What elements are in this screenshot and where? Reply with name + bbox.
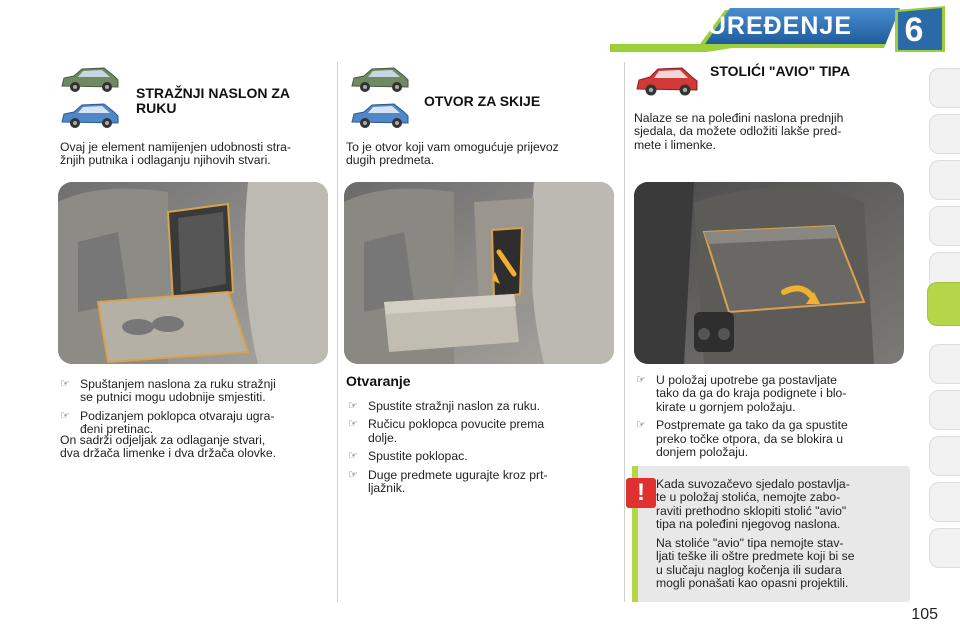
- chapter-tab[interactable]: [929, 68, 960, 108]
- list-item: ☞ Postpremate ga tako da ga spustite preko točke otpora, da se blokira u donjem položaju.: [636, 418, 848, 460]
- armrest-photo: [58, 182, 328, 364]
- list-item: ☞ Spuštanjem naslona za ruku stražnji se putnici mogu udobnije smjestiti.: [60, 377, 276, 405]
- ski-flap-intro: To je otvor koji vam omogućuje prijevoz dugih predmeta.: [346, 140, 559, 168]
- warning-exclamation-icon: !: [626, 478, 656, 508]
- section-title-armrest: STRAŽNJI NASLON ZA RUKU: [136, 85, 290, 116]
- chapter-tab-active[interactable]: [927, 282, 960, 326]
- chapter-tab[interactable]: [929, 206, 960, 246]
- green-car-icon: [348, 64, 412, 94]
- pointing-hand-icon: ☞: [60, 409, 70, 422]
- pointing-hand-icon: ☞: [636, 374, 646, 386]
- section-title-avio-tables: STOLIĆI "AVIO" TIPA: [710, 63, 851, 79]
- ski-flap-photo: [344, 182, 614, 364]
- pointing-hand-icon: ☞: [348, 450, 358, 463]
- chapter-title: UREĐENJE: [707, 12, 852, 40]
- chapter-tab[interactable]: [929, 482, 960, 522]
- list-item: ☞ Spustite stražnji naslon za ruku.: [348, 399, 541, 413]
- list-item: ☞ Duge predmete ugurajte kroz prt- ljažnik.: [348, 467, 548, 496]
- pointing-hand-icon: ☞: [348, 418, 358, 431]
- column-divider: [337, 62, 338, 602]
- chapter-tab[interactable]: [929, 160, 960, 200]
- pointing-hand-icon: ☞: [348, 468, 358, 481]
- avio-table-photo: [634, 182, 904, 364]
- chapter-number: 6: [904, 11, 924, 49]
- avio-bullets: [636, 374, 902, 464]
- red-car-icon: [634, 64, 700, 98]
- column-divider: [624, 62, 625, 602]
- chapter-tab[interactable]: [929, 390, 960, 430]
- warning-paragraph-2: Na stoliće "avio" tipa nemojte stav- ljati teške ili oštre predmete koji bi se u slučaju naglog kočenja ili sudara mogli ponašati kao opasni projektili.: [656, 536, 855, 591]
- warning-paragraph-1: Kada suvozačevo sjedalo postavlja- te u položaj stolića, nemojte zabo- raviti prethodno sklopiti stolić "avio" tipa na poleđini njegovog naslona.: [656, 477, 850, 532]
- list-item: ☞ Ručicu poklopca povucite prema dolje.: [348, 417, 545, 445]
- chapter-tabs: [926, 68, 960, 578]
- opening-subtitle: Otvaranje: [346, 373, 411, 389]
- list-item: ☞ Spustite poklopac.: [348, 449, 468, 464]
- chapter-tab[interactable]: [929, 114, 960, 154]
- chapter-tab[interactable]: [929, 344, 960, 384]
- armrest-intro: Ovaj je element namijenjen udobnosti stra- žnjih putnika i odlaganju njihovih stvari.: [60, 140, 292, 168]
- blue-car-icon: [58, 100, 122, 130]
- section-title-ski-flap: OTVOR ZA SKIJE: [424, 93, 541, 109]
- pointing-hand-icon: ☞: [60, 378, 70, 390]
- list-item: ☞ Podizanjem poklopca otvaraju ugra- đeni pretinac.: [60, 408, 275, 437]
- list-item: ☞ U položaj upotrebe ga postavljate tako da ga do kraja podignete i blo- kirate u gornjem položaju.: [636, 373, 847, 414]
- chapter-tab[interactable]: [929, 528, 960, 568]
- blue-car-icon: [348, 100, 412, 130]
- opening-bullets: [348, 400, 616, 500]
- page-number: 105: [911, 606, 938, 623]
- pointing-hand-icon: ☞: [636, 419, 646, 432]
- green-car-icon: [58, 64, 122, 94]
- pointing-hand-icon: ☞: [348, 400, 358, 412]
- avio-intro: Nalaze se na poleđini naslona prednjih sjedala, da možete odložiti lakše pred- mete i limenke.: [634, 111, 844, 152]
- armrest-outro: On sadrži odjeljak za odlaganje stvari, dva držača limenke i dva držača olovke.: [60, 433, 277, 461]
- chapter-tab[interactable]: [929, 436, 960, 476]
